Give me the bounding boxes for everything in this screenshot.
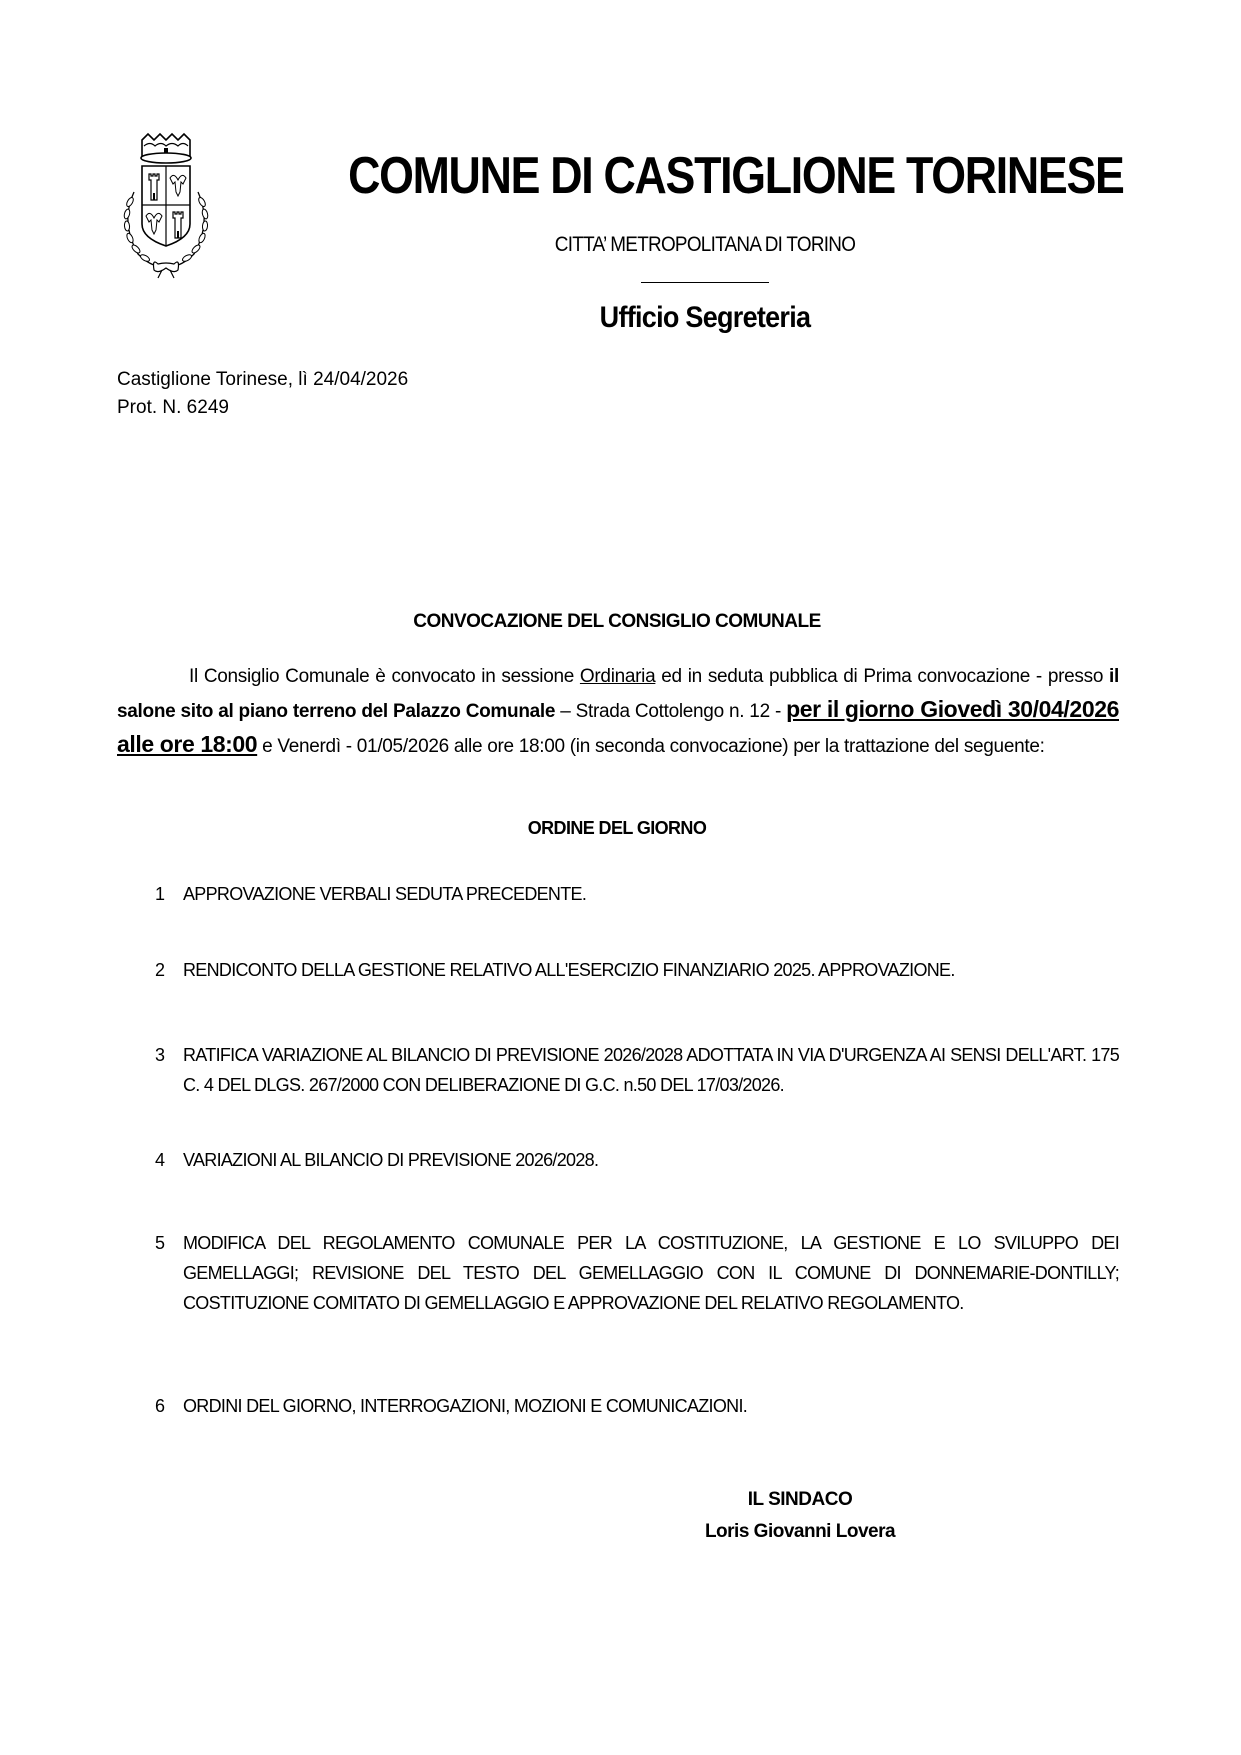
first-meeting-date: per il giorno Giovedì 30/04/2026 alle ore 18:00 <box>117 696 1119 757</box>
agenda-item <box>155 1040 1119 1100</box>
protocol-number: Prot. N. 6249 <box>117 397 229 418</box>
agenda-item <box>155 1228 1119 1318</box>
convocation-paragraph <box>117 660 1119 763</box>
agenda-item-number: 1 <box>155 884 165 904</box>
agenda-item-number: 3 <box>155 1045 165 1065</box>
intro-text: e Venerdì - 01/05/2026 alle ore 18:00 (in seconda convocazione) per la trattazione del seguente: <box>257 736 1045 757</box>
venue: il salone sito al piano terreno del Palazzo Comunale <box>117 666 1119 722</box>
agenda-item-text: VARIAZIONI AL BILANCIO DI PREVISIONE 2026/2028. <box>183 1150 599 1170</box>
intro-text: – Strada Cottolengo n. 12 - <box>555 701 787 722</box>
agenda-title: ORDINE DEL GIORNO <box>527 818 707 838</box>
agenda-item-number: 2 <box>155 960 165 980</box>
agenda-item-text: APPROVAZIONE VERBALI SEDUTA PRECEDENTE. <box>183 884 587 904</box>
agenda-item <box>155 955 1119 985</box>
session-type: Ordinaria <box>579 666 656 687</box>
agenda-item-number: 5 <box>155 1233 165 1253</box>
agenda-item-text: RATIFICA VARIAZIONE AL BILANCIO DI PREVISIONE 2026/2028 ADOTTATA IN VIA D'URGENZA AI SENSI DELL'ART. 175 C. 4 DEL DLGS. 267/2000 CON DELIBERAZIONE DI G.C. n.50 DEL 17/03/2026. <box>183 1045 1119 1095</box>
signature-name: Loris Giovanni Lovera <box>704 1521 896 1542</box>
municipality-title: COMUNE DI CASTIGLIONE TORINESE <box>348 147 1124 205</box>
agenda-item-text: RENDICONTO DELLA GESTIONE RELATIVO ALL'ESERCIZIO FINANZIARIO 2025. APPROVAZIONE. <box>183 960 955 980</box>
metropolitan-city-subtitle: CITTA’ METROPOLITANA DI TORINO <box>554 233 856 256</box>
agenda-item <box>155 879 1119 909</box>
agenda-item-number: 4 <box>155 1150 165 1170</box>
convocation-title: CONVOCAZIONE DEL CONSIGLIO COMUNALE <box>413 611 821 632</box>
signature-role: IL SINDACO <box>747 1489 853 1510</box>
agenda-item <box>155 1145 1119 1175</box>
agenda-item-number: 6 <box>155 1396 165 1416</box>
agenda-item-text: MODIFICA DEL REGOLAMENTO COMUNALE PER LA COSTITUZIONE, LA GESTIONE E LO SVILUPPO DEI GEMELLAGGI; REVISIONE DEL TESTO DEL GEMELLAGGIO CON IL COMUNE DI DONNEMARIE-DONTILLY; COSTITUZIONE COMITATO DI GEMELLAGGIO E APPROVAZIONE DEL RELATIVO REGOLAMENTO. <box>183 1233 1119 1313</box>
agenda-item-text: ORDINI DEL GIORNO, INTERROGAZIONI, MOZIONI E COMUNICAZIONI. <box>183 1396 748 1416</box>
header-divider <box>641 282 769 283</box>
coat-of-arms-icon <box>108 132 224 280</box>
office-name: Ufficio Segreteria <box>599 301 811 334</box>
intro-text: ed in seduta pubblica di Prima convocazione - presso <box>655 666 1110 687</box>
place-and-date: Castiglione Torinese, lì 24/04/2026 <box>117 369 409 390</box>
intro-text: Il Consiglio Comunale è convocato in sessione <box>189 666 580 687</box>
agenda-item <box>155 1391 1119 1421</box>
